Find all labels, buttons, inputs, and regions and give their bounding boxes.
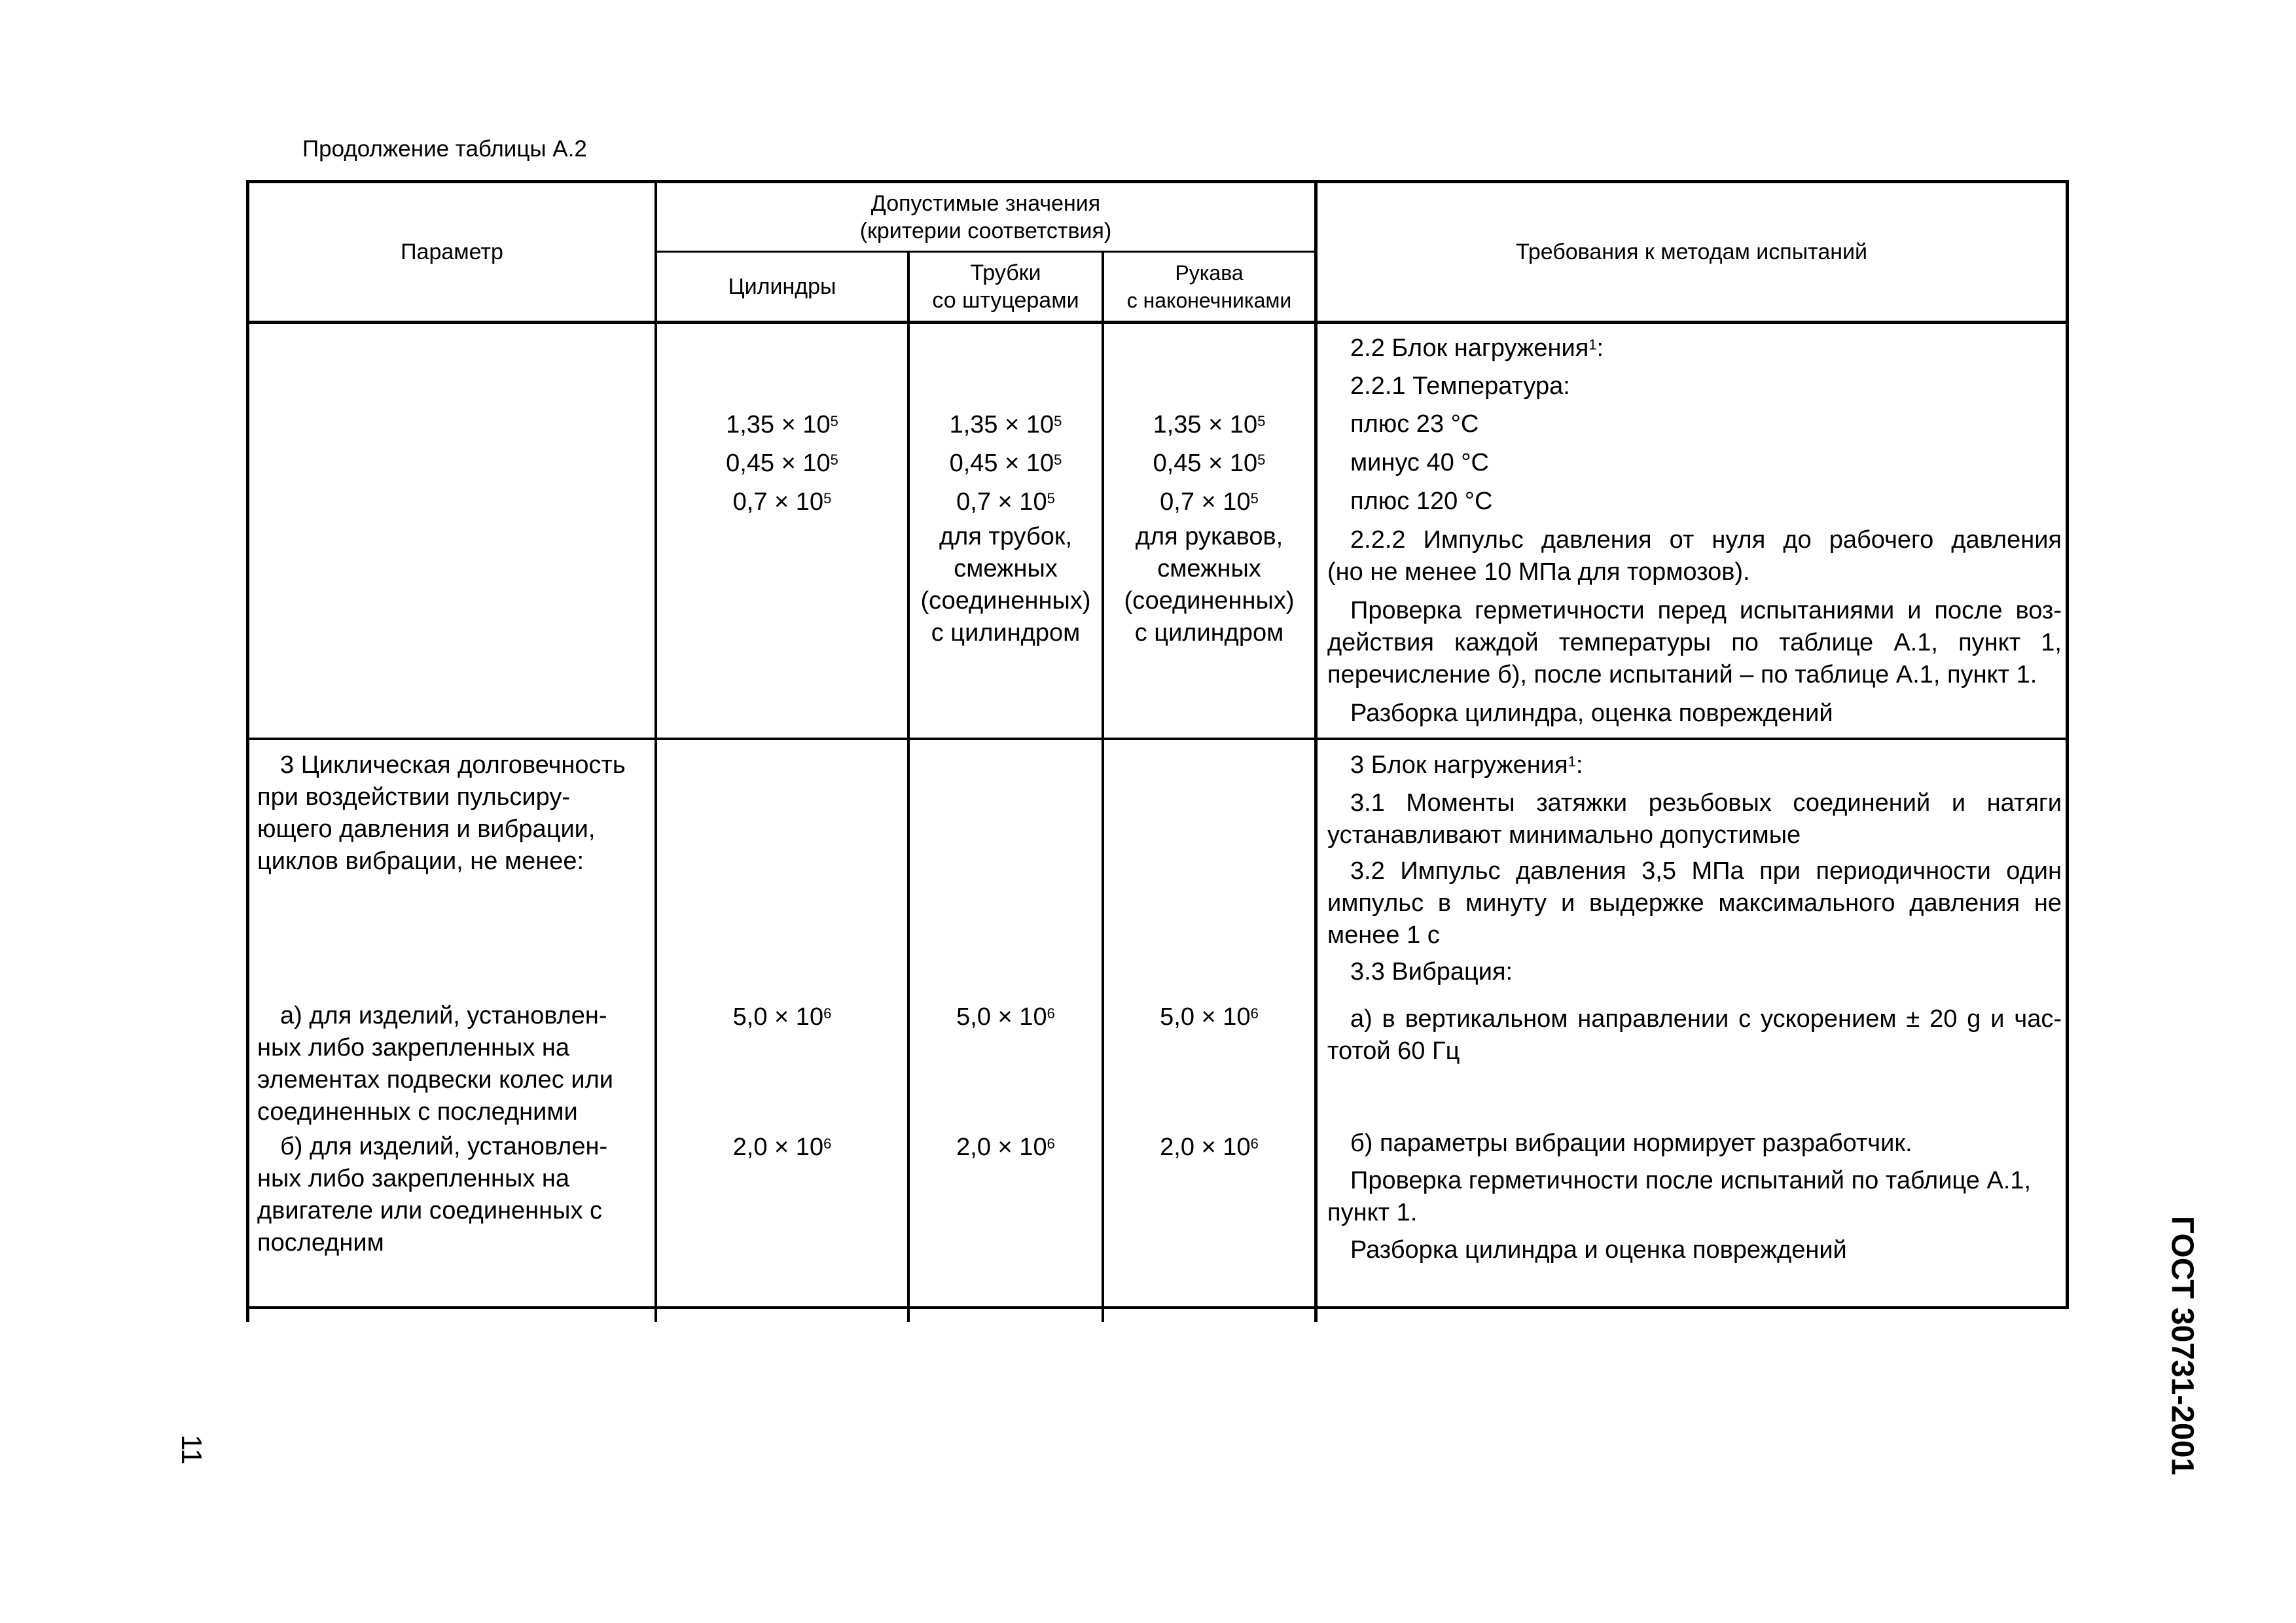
param-b-line: б) для изделий, установлен- xyxy=(280,1133,608,1160)
req-impulse-line2: (но не менее 10 МПа для тормозов). xyxy=(1327,558,1750,586)
value-cell: $2,0 \times 10^6$ xyxy=(1160,1133,1259,1161)
param-b-line: двигателе или соединенных с xyxy=(257,1197,603,1224)
row1-tubes xyxy=(910,409,1102,649)
standard-designation-text: ГОСТ 30731-2001 xyxy=(2164,1215,2200,1476)
row2-b-hoses xyxy=(1104,1132,1314,1164)
param-a-line: ных либо закрепленных на xyxy=(257,1034,570,1061)
req2-p31-line2: устанавливают минимально допустимые xyxy=(1327,821,1801,849)
value-cell: $0,45 \times 10^5$ xyxy=(726,450,838,477)
param-b-line: последним xyxy=(257,1229,384,1257)
param-title-line: при воздействии пульсиру- xyxy=(257,783,570,811)
req-temp-2: минус 40 °С xyxy=(1350,449,1489,476)
header-hoses-line1: Рукава xyxy=(1175,261,1244,285)
value-cell: $0,45 \times 10^5$ xyxy=(1153,450,1266,477)
row-bottom-border xyxy=(246,1306,2068,1309)
row2-a-tubes xyxy=(910,1001,1102,1033)
req2-check-line1: Проверка герметичности после испытаний по таблице А.1, xyxy=(1350,1167,2032,1194)
row2-a-hoses xyxy=(1104,1001,1314,1033)
value-cell: $1,35 \times 10^5$ xyxy=(1153,411,1266,438)
column-divider-4 xyxy=(1314,180,1318,1322)
value-cell: $5,0 \times 10^6$ xyxy=(732,1003,832,1031)
value-cell: $5,0 \times 10^6$ xyxy=(956,1003,1055,1031)
header-tubes xyxy=(910,253,1102,321)
page-number xyxy=(171,1423,211,1476)
header-allowed-line1: Допустимые значения xyxy=(870,190,1101,216)
param-a-line: а) для изделий, установлен- xyxy=(280,1002,607,1029)
req-check-line1: Проверка герметичности перед испытаниями и после воз- xyxy=(1350,597,2062,624)
req-check-line2: действия каждой температуры по таблице А.1, пункт 1, xyxy=(1327,629,2062,656)
param-title-line: 3 Циклическая долговечность xyxy=(280,751,626,779)
req2-va-line1: а) в вертикальном направлении с ускорением ± 20 g и час- xyxy=(1350,1005,2062,1033)
value-cell: $0,45 \times 10^5$ xyxy=(949,450,1062,477)
row2-param-b xyxy=(257,1131,650,1259)
row2-b-tubes xyxy=(910,1132,1102,1164)
header-param-text: Параметр xyxy=(401,240,503,264)
value-cell: $0,7 \times 10^5$ xyxy=(956,488,1055,516)
value-cell: $0,7 \times 10^5$ xyxy=(732,488,832,516)
req2-p32-line3: менее 1 с xyxy=(1327,921,1440,949)
value-cell: $5,0 \times 10^6$ xyxy=(1160,1003,1259,1031)
row1-requirements xyxy=(1327,332,2062,730)
tubes-note-line: с цилиндром xyxy=(931,619,1081,647)
tubes-note-line: для трубок, xyxy=(939,523,1073,550)
value-cell: $2,0 \times 10^6$ xyxy=(732,1133,832,1161)
req-impulse-line1: 2.2.2 Импульс давления от нуля до рабочего давления xyxy=(1350,526,2062,554)
header-allowed-values xyxy=(657,183,1314,251)
value-cell: $1,35 \times 10^5$ xyxy=(949,411,1062,438)
value-cell: $0,7 \times 10^5$ xyxy=(1160,488,1259,516)
req-temp-1: плюс 23 °С xyxy=(1350,410,1479,438)
hoses-note-line: (соединенных) xyxy=(1124,587,1295,615)
row1-hoses xyxy=(1104,409,1314,649)
param-title-line: циклов вибрации, не менее: xyxy=(257,847,584,875)
req-block-title: 2.2 Блок нагружения$^1$: xyxy=(1350,334,1604,362)
req-temp-title: 2.2.1 Температура: xyxy=(1350,372,1570,400)
param-a-line: элементах подвески колес или xyxy=(257,1066,613,1094)
header-tubes-line1: Трубки xyxy=(970,260,1041,285)
hoses-note-line: смежных xyxy=(1157,555,1261,582)
row2-requirements xyxy=(1327,749,2062,1266)
table-caption: Продолжение таблицы А.2 xyxy=(302,136,587,162)
req2-disassembly: Разборка цилиндра и оценка повреждений xyxy=(1350,1236,1847,1264)
header-hoses-line2: с наконечниками xyxy=(1126,289,1292,312)
table-border-left xyxy=(246,180,249,1322)
req-check-line3: перечисление б), после испытаний – по таблице А.1, пункт 1. xyxy=(1327,661,2037,688)
hoses-note-line: для рукавов, xyxy=(1135,523,1283,550)
row1-cylinders xyxy=(657,409,907,518)
req-disassembly: Разборка цилиндра, оценка повреждений xyxy=(1350,700,1833,727)
standard-designation xyxy=(2149,1215,2215,1476)
table-border-right xyxy=(2066,180,2069,1309)
param-title-line: ющего давления и вибрации, xyxy=(257,815,596,843)
row2-b-cylinders xyxy=(657,1132,907,1164)
req2-p33: 3.3 Вибрация: xyxy=(1350,958,1513,986)
header-cylinders-text: Цилиндры xyxy=(728,274,836,299)
tubes-note-line: смежных xyxy=(954,555,1058,582)
header-hoses xyxy=(1104,253,1314,321)
hoses-note-line: с цилиндром xyxy=(1134,619,1284,647)
header-allowed-line2: (критерии соответствия) xyxy=(859,218,1112,243)
page-number-text: 11 xyxy=(175,1435,207,1465)
req2-check-line2: пункт 1. xyxy=(1327,1199,1418,1226)
header-requirements-text: Требования к методам испытаний xyxy=(1516,240,1867,264)
tubes-note-line: (соединенных) xyxy=(920,587,1091,615)
row2-param-a xyxy=(257,1000,650,1128)
value-cell: $2,0 \times 10^6$ xyxy=(956,1133,1055,1161)
param-b-line: ных либо закрепленных на xyxy=(257,1165,570,1192)
row-divider xyxy=(246,738,2068,740)
req-temp-3: плюс 120 °С xyxy=(1350,488,1493,515)
req2-block-title: 3 Блок нагружения$^1$: xyxy=(1350,751,1583,779)
value-cell: $1,35 \times 10^5$ xyxy=(726,411,838,438)
header-tubes-line2: со штуцерами xyxy=(932,288,1079,313)
req2-vb: б) параметры вибрации нормирует разработчик. xyxy=(1350,1130,1912,1157)
req2-p32-line2: импульс в минуту и выдержке максимального давления не xyxy=(1327,889,2062,917)
req2-p32-line1: 3.2 Импульс давления 3,5 МПа при периодичности один xyxy=(1350,857,2062,885)
header-param xyxy=(249,183,655,321)
req2-p31-line1: 3.1 Моменты затяжки резьбовых соединений и натяги xyxy=(1350,789,2062,817)
row2-a-cylinders xyxy=(657,1001,907,1033)
req2-va-line2: тотой 60 Гц xyxy=(1327,1037,1460,1065)
row2-param-title xyxy=(257,749,650,878)
param-a-line: соединенных с последними xyxy=(257,1098,578,1126)
header-bottom-border xyxy=(246,321,2068,324)
header-cylinders xyxy=(657,253,907,321)
header-requirements xyxy=(1318,183,2066,321)
